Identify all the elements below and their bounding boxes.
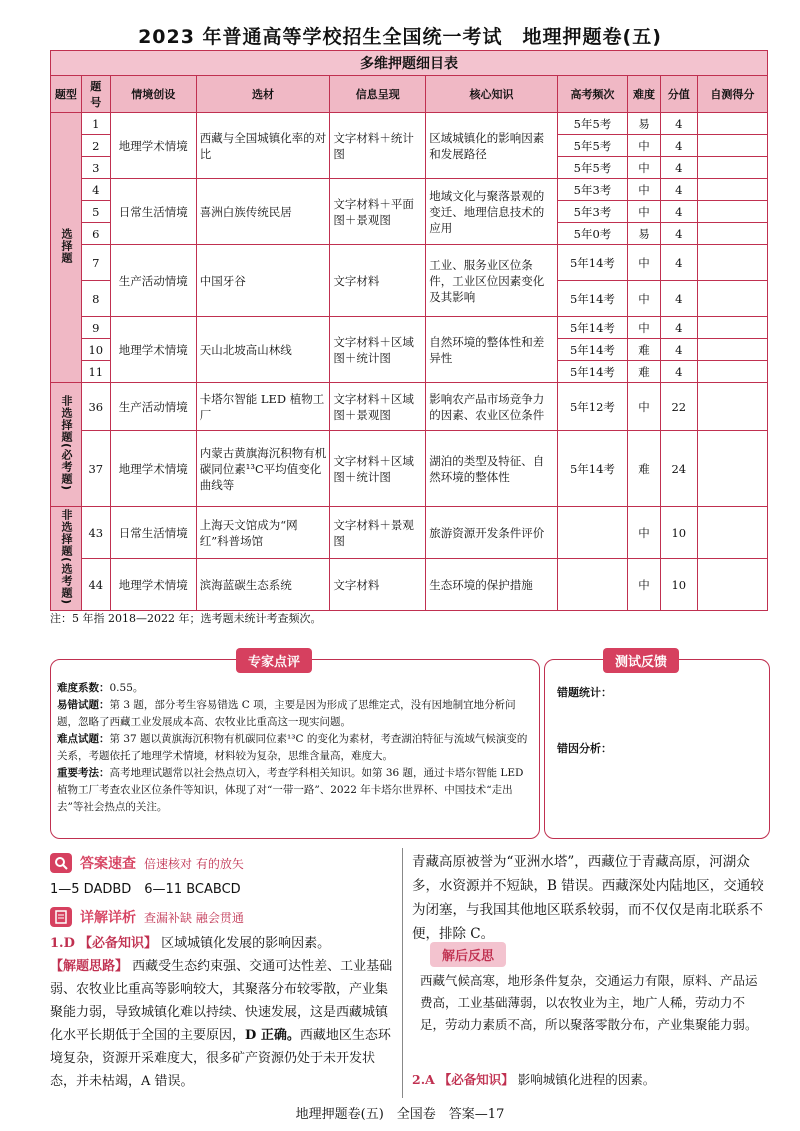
type-required: 非选择题(必考题): [51, 383, 82, 507]
reflect-text: 西藏气候高寒，地形条件复杂，交通运力有限，原料、产品运费高，工业基础薄弱，以农牧业为主，地广人稀，劳动力不足，劳动力素质不高，所以聚落零散分布，产业集聚能力弱。: [420, 973, 758, 1032]
difficulty-label: 难度系数：: [57, 682, 110, 694]
q2-analysis: [412, 1068, 768, 1092]
material-cell: 喜洲白族传统民居: [196, 179, 330, 245]
key-text: 高考地理试题常以社会热点切入，考查学科相关知识。如第 36 题，通过卡塔尔智能 LED 植物工厂考查农业区位条件等知识，体现了对“一带一路”、2022 年卡塔尔世界杯、中国技术“走出去”等社会热点的关注。: [57, 767, 524, 813]
self-score-cell[interactable]: [697, 157, 767, 179]
test-feedback-box: [544, 655, 770, 839]
score-cell: 4: [660, 317, 697, 339]
knowledge-cell: 工业、服务业区位条件，工业区位因素变化及其影响: [426, 245, 558, 317]
error-stats-label: 错题统计：: [557, 686, 612, 699]
q1-analysis: [50, 932, 395, 1093]
question-no: 1: [81, 113, 110, 135]
table-caption: 多维押题细目表: [51, 51, 768, 76]
score-cell: 4: [660, 339, 697, 361]
q2-tag: 【必备知识】: [438, 1072, 514, 1087]
context-cell: 地理学术情境: [110, 317, 196, 383]
q1-tag: 【必备知识】: [79, 936, 158, 951]
analysis-title: 详解详析: [80, 910, 136, 926]
page-footer: 地理押题卷(五) 全国卷 答案—17: [295, 1107, 505, 1122]
q1-tag-text: 区域城镇化发展的影响因素。: [161, 936, 331, 951]
material-cell: 滨海蓝碳生态系统: [196, 559, 330, 611]
freq-cell: [557, 507, 627, 559]
analysis-subtitle: 查漏补缺 融会贯通: [144, 910, 244, 925]
expert-tag: 专家点评: [236, 648, 312, 673]
freq-cell: 5年14考: [557, 245, 627, 281]
difficulty-cell: 中: [628, 281, 661, 317]
table-header-row: [51, 76, 768, 113]
error-cause-label: 错因分析：: [557, 742, 612, 755]
context-cell: 地理学术情境: [110, 559, 196, 611]
freq-cell: 5年3考: [557, 201, 627, 223]
freq-cell: 5年0考: [557, 223, 627, 245]
context-cell: 生产活动情境: [110, 245, 196, 317]
self-score-cell[interactable]: [697, 383, 767, 431]
feedback-tag: 测试反馈: [603, 648, 679, 673]
context-cell: 生产活动情境: [110, 383, 196, 431]
difficulty-cell: 中: [628, 559, 661, 611]
score-cell: 22: [660, 383, 697, 431]
type-optional: 非选择题(选考题): [51, 507, 82, 611]
expert-body: [57, 680, 533, 816]
question-no: 6: [81, 223, 110, 245]
difficulty-cell: 中: [628, 201, 661, 223]
detail-table: [50, 50, 768, 611]
score-cell: 24: [660, 431, 697, 507]
question-no: 43: [81, 507, 110, 559]
type-choice: 选择题: [51, 113, 82, 383]
info-cell: 文字材料＋区域图＋统计图: [330, 431, 426, 507]
header-cell: 难度: [628, 76, 661, 113]
freq-cell: [557, 559, 627, 611]
reflect-tag: 解后反思: [430, 942, 506, 967]
material-cell: 西藏与全国城镇化率的对比: [196, 113, 330, 179]
question-no: 3: [81, 157, 110, 179]
question-no: 5: [81, 201, 110, 223]
question-no: 10: [81, 339, 110, 361]
self-score-cell[interactable]: [697, 223, 767, 245]
knowledge-cell: 影响农产品市场竞争力的因素、农业区位条件: [426, 383, 558, 431]
self-score-cell[interactable]: [697, 431, 767, 507]
difficulty-cell: 中: [628, 135, 661, 157]
score-cell: 4: [660, 201, 697, 223]
context-cell: 日常生活情境: [110, 507, 196, 559]
header-cell: 高考频次: [557, 76, 627, 113]
difficulty-cell: 易: [628, 223, 661, 245]
q1-head: 1.D: [50, 936, 75, 951]
column-divider: [402, 848, 403, 1098]
answers-title: 答案速查: [80, 856, 136, 872]
difficulty-cell: 中: [628, 383, 661, 431]
hard-text: 第 37 题以黄旗海沉积物有机碳同位素¹³C 的变化为素材，考查湖泊特征与流域气候演变的关系，考题依托了地理学术情境，材料较为复杂，思维含量高，难度大。: [57, 733, 528, 762]
self-score-cell[interactable]: [697, 507, 767, 559]
table-note: 注：5 年指 2018—2022 年；选考题未统计考查频次。: [50, 612, 322, 625]
question-no: 44: [81, 559, 110, 611]
score-cell: 4: [660, 179, 697, 201]
q1-continued: 青藏高原被誉为“亚洲水塔”，西藏位于青藏高原，河湖众多，水资源并不短缺，B 错误。西藏深处内陆地区，交通较为闭塞，与我国其他地区联系较弱，而不仅仅是南北联系不便，排除 C。: [412, 854, 764, 942]
difficulty-cell: 易: [628, 113, 661, 135]
score-cell: 10: [660, 507, 697, 559]
freq-cell: 5年14考: [557, 339, 627, 361]
expert-comment-box: [50, 655, 540, 839]
question-no: 36: [81, 383, 110, 431]
self-score-cell[interactable]: [697, 201, 767, 223]
info-cell: 文字材料: [330, 245, 426, 317]
difficulty-cell: 中: [628, 157, 661, 179]
q1-body-a: 西藏受生态约束强、交通可达性差、工业基础弱、农牧业比重高等影响较大，其聚落分布较零散，产业集聚能力弱，导致城镇化难以持续、快速发展，这是西藏城镇化水平长期低于全国的主要原因，: [50, 959, 393, 1043]
answers-header: [50, 852, 244, 874]
difficulty-cell: 中: [628, 317, 661, 339]
header-cell: 信息呈现: [330, 76, 426, 113]
difficulty-cell: 难: [628, 431, 661, 507]
document-icon: [50, 907, 72, 927]
score-cell: 4: [660, 245, 697, 281]
context-cell: 地理学术情境: [110, 431, 196, 507]
question-no: 9: [81, 317, 110, 339]
analysis-header: [50, 906, 244, 928]
material-cell: 卡塔尔智能 LED 植物工厂: [196, 383, 330, 431]
freq-cell: 5年5考: [557, 113, 627, 135]
q1-body-b: D 正确。: [245, 1028, 300, 1043]
material-cell: 中国牙谷: [196, 245, 330, 317]
header-cell: 题型: [51, 76, 82, 113]
material-cell: 内蒙古黄旗海沉积物有机碳同位素¹³C平均值变化曲线等: [196, 431, 330, 507]
question-no: 4: [81, 179, 110, 201]
self-score-cell[interactable]: [697, 559, 767, 611]
q2-tag-text: 影响城镇化进程的因素。: [517, 1072, 656, 1087]
context-cell: 地理学术情境: [110, 113, 196, 179]
header-cell: 选材: [196, 76, 330, 113]
q1-think-label: 【解题思路】: [50, 959, 129, 974]
score-cell: 4: [660, 223, 697, 245]
question-no: 37: [81, 431, 110, 507]
self-score-cell[interactable]: [697, 339, 767, 361]
question-no: 7: [81, 245, 110, 281]
knowledge-cell: 湖泊的类型及特征、自然环境的整体性: [426, 431, 558, 507]
score-cell: 4: [660, 113, 697, 135]
score-cell: 10: [660, 559, 697, 611]
info-cell: 文字材料＋区域图＋统计图: [330, 317, 426, 383]
score-cell: 4: [660, 281, 697, 317]
score-cell: 4: [660, 361, 697, 383]
self-score-cell[interactable]: [697, 281, 767, 317]
self-score-cell[interactable]: [697, 135, 767, 157]
answer-line: 1—5 DADBD 6—11 BCABCD: [50, 882, 241, 897]
header-cell: 分值: [660, 76, 697, 113]
knowledge-cell: 区域城镇化的影响因素和发展路径: [426, 113, 558, 179]
self-score-cell[interactable]: [697, 317, 767, 339]
header-cell: 核心知识: [426, 76, 558, 113]
info-cell: 文字材料＋统计图: [330, 113, 426, 179]
key-label: 重要考法：: [57, 767, 110, 779]
q1-body-c: 西藏地区生态环境复杂，资源开采难度大，很多矿产资源仍处于未开发状态，并未枯竭，A 错误。: [50, 1028, 391, 1089]
difficulty-cell: 中: [628, 245, 661, 281]
knowledge-cell: 地域文化与聚落景观的变迁、地理信息技术的应用: [426, 179, 558, 245]
knowledge-cell: 旅游资源开发条件评价: [426, 507, 558, 559]
freq-cell: 5年14考: [557, 361, 627, 383]
question-no: 8: [81, 281, 110, 317]
header-cell: 题号: [81, 76, 110, 113]
answers-subtitle: 倍速核对 有的放矢: [144, 856, 244, 871]
material-cell: 天山北坡高山林线: [196, 317, 330, 383]
freq-cell: 5年14考: [557, 317, 627, 339]
material-cell: 上海天文馆成为“网红”科普场馆: [196, 507, 330, 559]
info-cell: 文字材料: [330, 559, 426, 611]
self-score-cell[interactable]: [697, 179, 767, 201]
difficulty-value: 0.55。: [109, 682, 144, 694]
self-score-cell[interactable]: [697, 361, 767, 383]
hard-label: 难点试题：: [57, 733, 110, 745]
header-cell: 自测得分: [697, 76, 767, 113]
knowledge-cell: 生态环境的保护措施: [426, 559, 558, 611]
magnifier-icon: [50, 853, 72, 873]
page-title: 2023 年普通高等学校招生全国统一考试 地理押题卷(五): [138, 26, 662, 48]
difficulty-cell: 难: [628, 339, 661, 361]
question-no: 11: [81, 361, 110, 383]
info-cell: 文字材料＋平面图＋景观图: [330, 179, 426, 245]
freq-cell: 5年5考: [557, 135, 627, 157]
self-score-cell[interactable]: [697, 245, 767, 281]
error-label: 易错试题：: [57, 699, 110, 711]
info-cell: 文字材料＋区域图＋景观图: [330, 383, 426, 431]
difficulty-cell: 难: [628, 361, 661, 383]
score-cell: 4: [660, 157, 697, 179]
info-cell: 文字材料＋景观图: [330, 507, 426, 559]
error-text: 第 3 题，部分考生容易错选 C 项，主要是因为形成了思维定式，没有因地制宜地分析问题，忽略了西藏工业发展成本高、农牧业比重高这一现实问题。: [57, 699, 516, 728]
freq-cell: 5年5考: [557, 157, 627, 179]
freq-cell: 5年14考: [557, 281, 627, 317]
self-score-cell[interactable]: [697, 113, 767, 135]
freq-cell: 5年14考: [557, 431, 627, 507]
difficulty-cell: 中: [628, 507, 661, 559]
q2-head: 2.A: [412, 1072, 435, 1087]
header-cell: 情境创设: [110, 76, 196, 113]
context-cell: 日常生活情境: [110, 179, 196, 245]
freq-cell: 5年3考: [557, 179, 627, 201]
freq-cell: 5年12考: [557, 383, 627, 431]
score-cell: 4: [660, 135, 697, 157]
question-no: 2: [81, 135, 110, 157]
difficulty-cell: 中: [628, 179, 661, 201]
knowledge-cell: 自然环境的整体性和差异性: [426, 317, 558, 383]
